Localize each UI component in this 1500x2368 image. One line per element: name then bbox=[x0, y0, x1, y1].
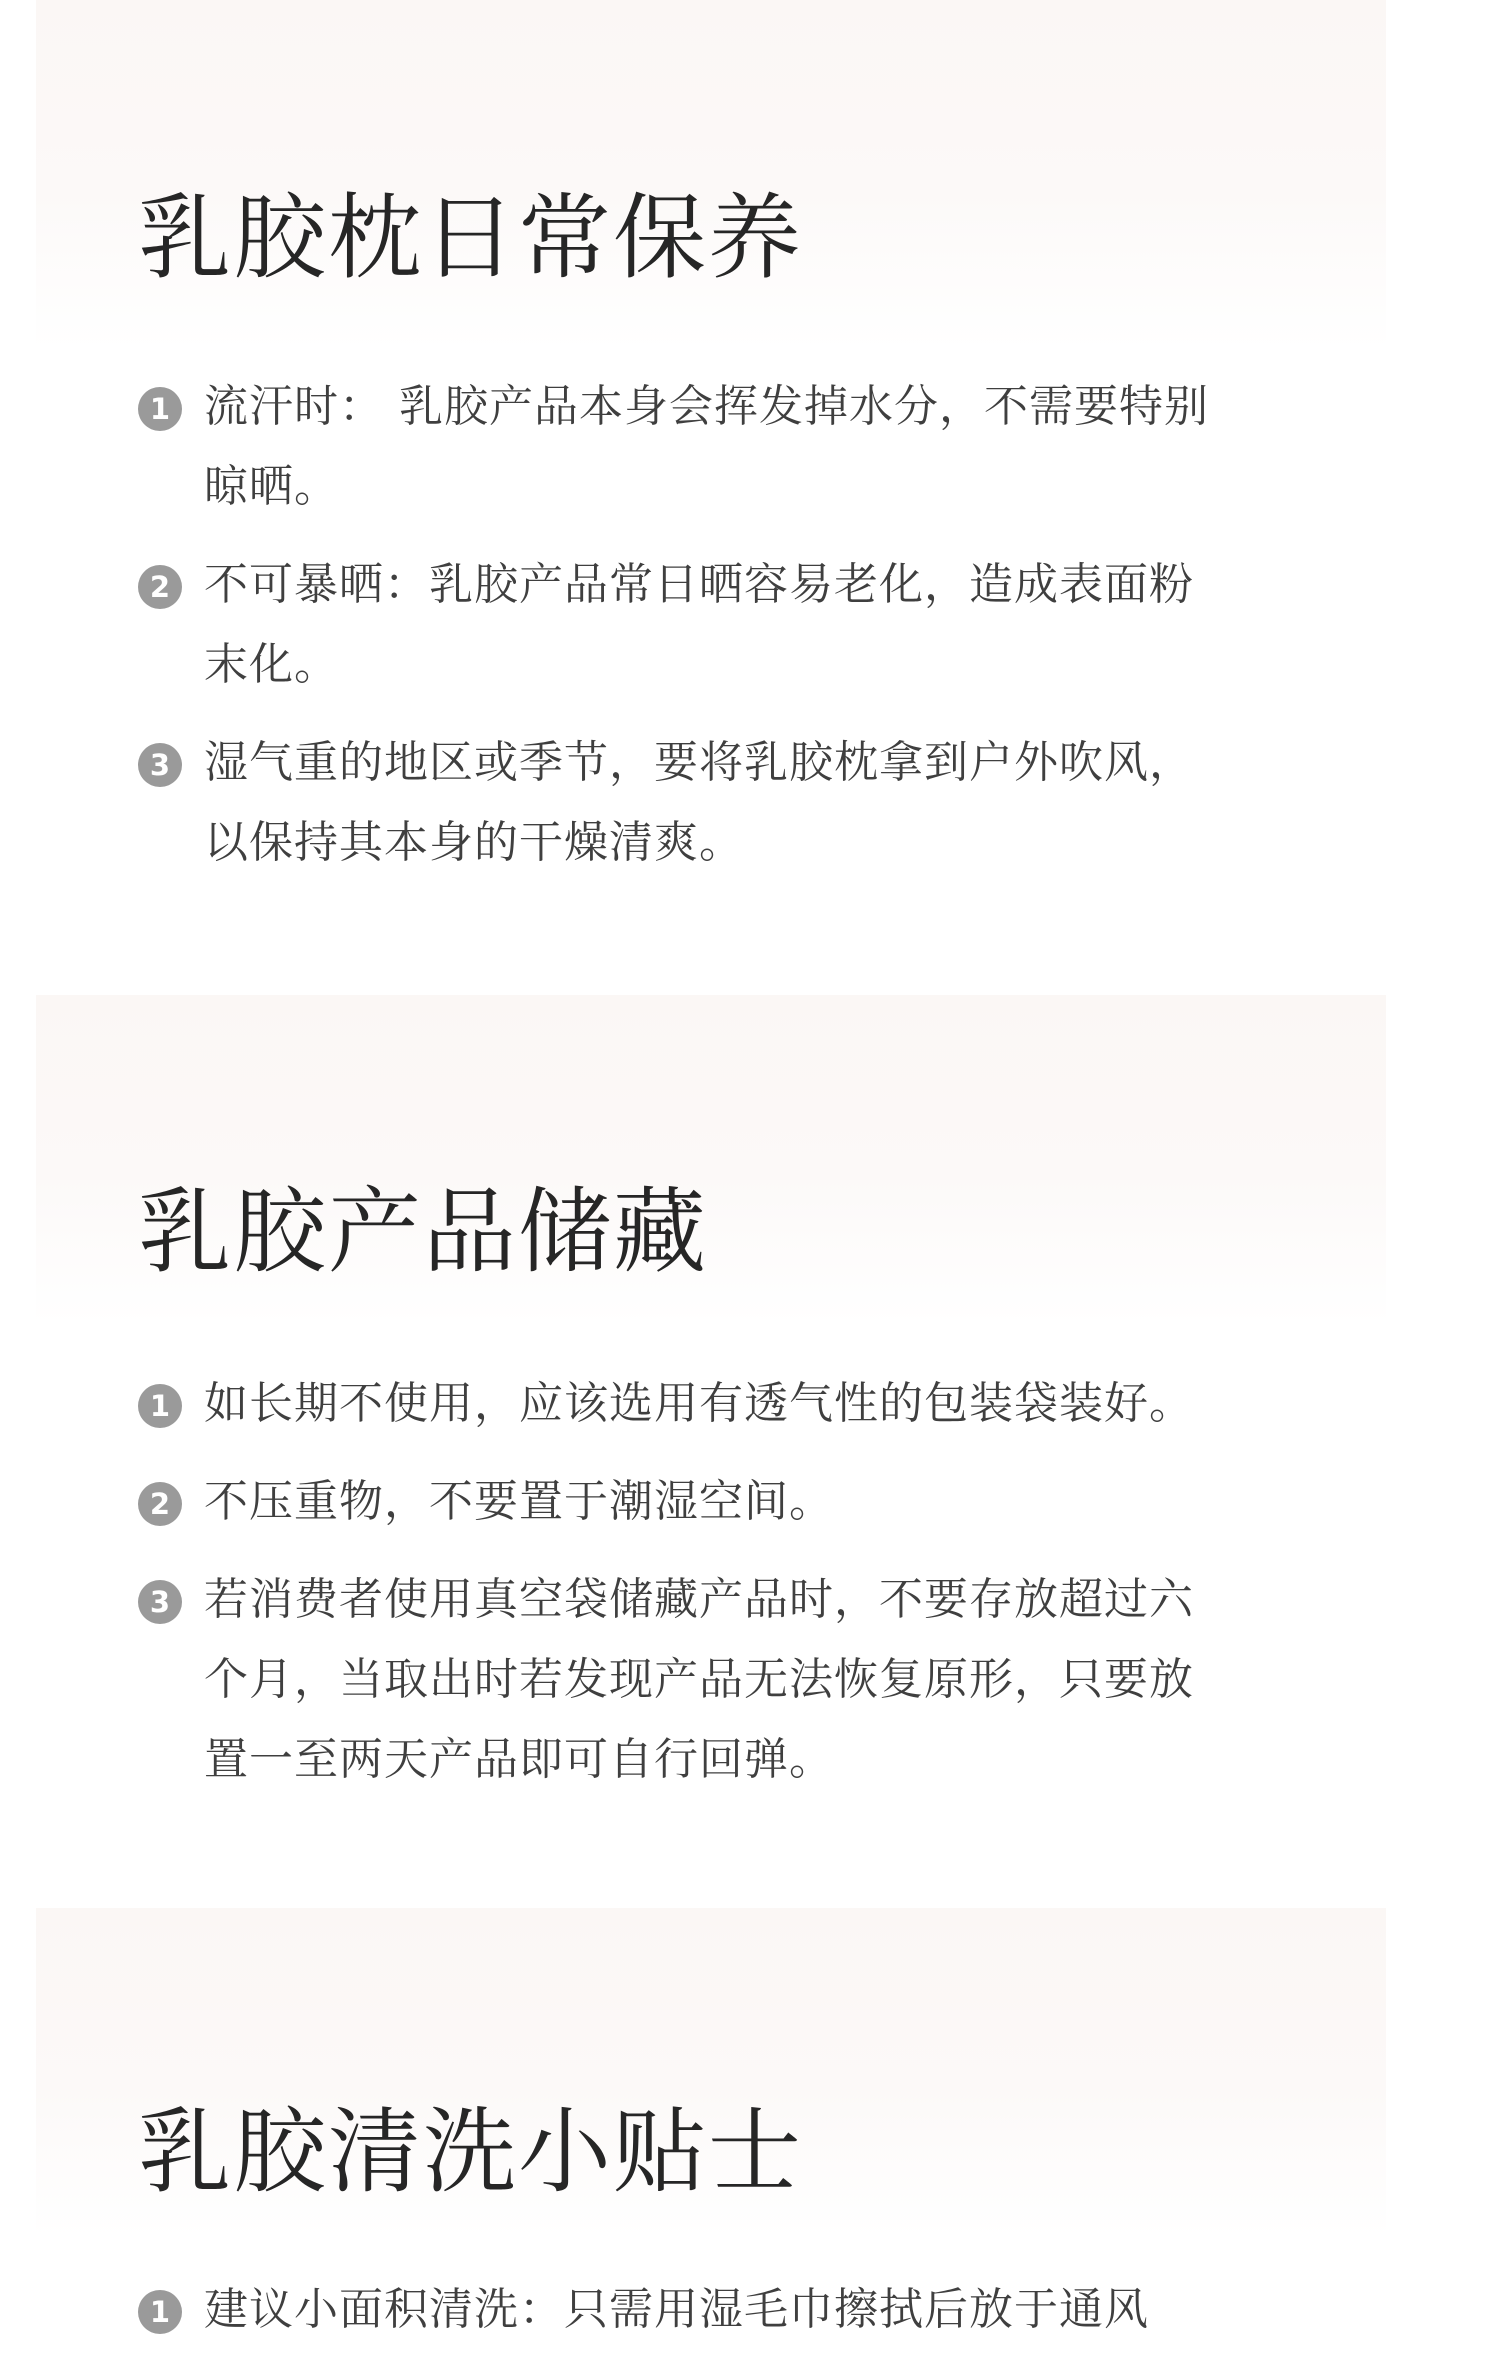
item-text: 建议小面积清洗：只需用湿毛巾擦拭后放于通风 bbox=[204, 2284, 1149, 2335]
care-list bbox=[138, 367, 1218, 901]
number-badge-icon: 1 bbox=[138, 1384, 182, 1428]
item-text: 不压重物，不要置于潮湿空间。 bbox=[204, 1476, 834, 1527]
number-badge-icon: 1 bbox=[138, 387, 182, 431]
list-item bbox=[138, 1560, 1218, 1800]
list-item bbox=[138, 545, 1218, 705]
storage-list bbox=[138, 1364, 1218, 1818]
number-badge-icon: 2 bbox=[138, 565, 182, 609]
item-text: 如长期不使用，应该选用有透气性的包装袋装好。 bbox=[204, 1378, 1194, 1429]
number-badge-icon: 1 bbox=[138, 2290, 182, 2334]
section-title: 乳胶清洗小贴士 bbox=[138, 2098, 803, 2206]
item-text: 流汗时： 乳胶产品本身会挥发掉水分，不需要特别晾晒。 bbox=[204, 381, 1209, 512]
cleaning-list bbox=[138, 2270, 1218, 2368]
item-text: 湿气重的地区或季节，要将乳胶枕拿到户外吹风，以保持其本身的干燥清爽。 bbox=[204, 737, 1194, 868]
item-text: 若消费者使用真空袋储藏产品时，不要存放超过六个月，当取出时若发现产品无法恢复原形，只要放置一至两天产品即可自行回弹。 bbox=[204, 1574, 1194, 1785]
section-band bbox=[36, 0, 1386, 350]
list-item bbox=[138, 723, 1218, 883]
list-item bbox=[138, 367, 1218, 527]
list-item bbox=[138, 1462, 1218, 1542]
number-badge-icon: 2 bbox=[138, 1482, 182, 1526]
section-title: 乳胶产品储藏 bbox=[138, 1178, 708, 1286]
number-badge-icon: 3 bbox=[138, 743, 182, 787]
list-item bbox=[138, 2270, 1218, 2350]
list-item bbox=[138, 1364, 1218, 1444]
number-badge-icon: 3 bbox=[138, 1580, 182, 1624]
item-text: 不可暴晒：乳胶产品常日晒容易老化，造成表面粉末化。 bbox=[204, 559, 1194, 690]
section-title: 乳胶枕日常保养 bbox=[138, 184, 803, 292]
